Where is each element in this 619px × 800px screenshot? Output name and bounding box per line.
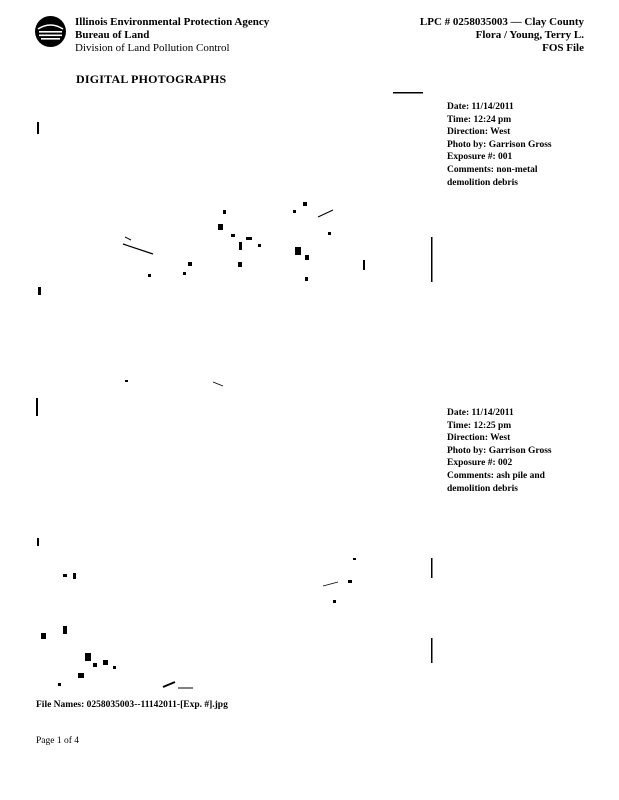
photo-1-comments: Comments: non-metal <box>447 164 538 175</box>
division-name: Division of Land Pollution Control <box>75 42 230 54</box>
photo-2-comments-cont: demolition debris <box>447 483 518 494</box>
photo-1-comments-cont: demolition debris <box>447 177 518 188</box>
photo-1-details <box>447 101 597 189</box>
photo-2-details <box>447 407 597 495</box>
photo-1-time: Time: 12:24 pm <box>447 114 512 125</box>
lpc-number: LPC # 0258035003 — Clay County <box>419 16 584 28</box>
page-title: DIGITAL PHOTOGRAPHS <box>76 72 227 86</box>
photo-2-date: Date: 11/14/2011 <box>447 408 514 418</box>
bureau-name: Bureau of Land <box>75 29 150 41</box>
photo-2-direction: Direction: West <box>447 433 511 444</box>
photo-2 <box>33 398 433 698</box>
photo-2-photographer: Photo by: Garrison Gross <box>447 445 552 456</box>
agency-name: Illinois Environmental Protection Agency <box>75 16 270 28</box>
agency-header <box>75 16 269 55</box>
photo-2-comments: Comments: ash pile and <box>447 470 545 481</box>
file-type: FOS File <box>542 42 584 54</box>
site-header <box>420 16 584 55</box>
illinois-epa-seal-icon <box>34 15 67 48</box>
photo-1 <box>33 92 433 392</box>
photo-2-exposure: Exposure #: 002 <box>447 458 513 469</box>
site-name: Flora / Young, Terry L. <box>475 29 584 41</box>
photo-1-photographer: Photo by: Garrison Gross <box>447 139 552 150</box>
photo-1-exposure: Exposure #: 001 <box>447 152 513 163</box>
photo-2-time: Time: 12:25 pm <box>447 420 512 431</box>
file-names: File Names: 0258035003--11142011-[Exp. #].jpg <box>36 700 228 710</box>
page-number: Page 1 of 4 <box>36 736 80 746</box>
photo-1-direction: Direction: West <box>447 127 511 138</box>
photo-1-date: Date: 11/14/2011 <box>447 102 514 112</box>
